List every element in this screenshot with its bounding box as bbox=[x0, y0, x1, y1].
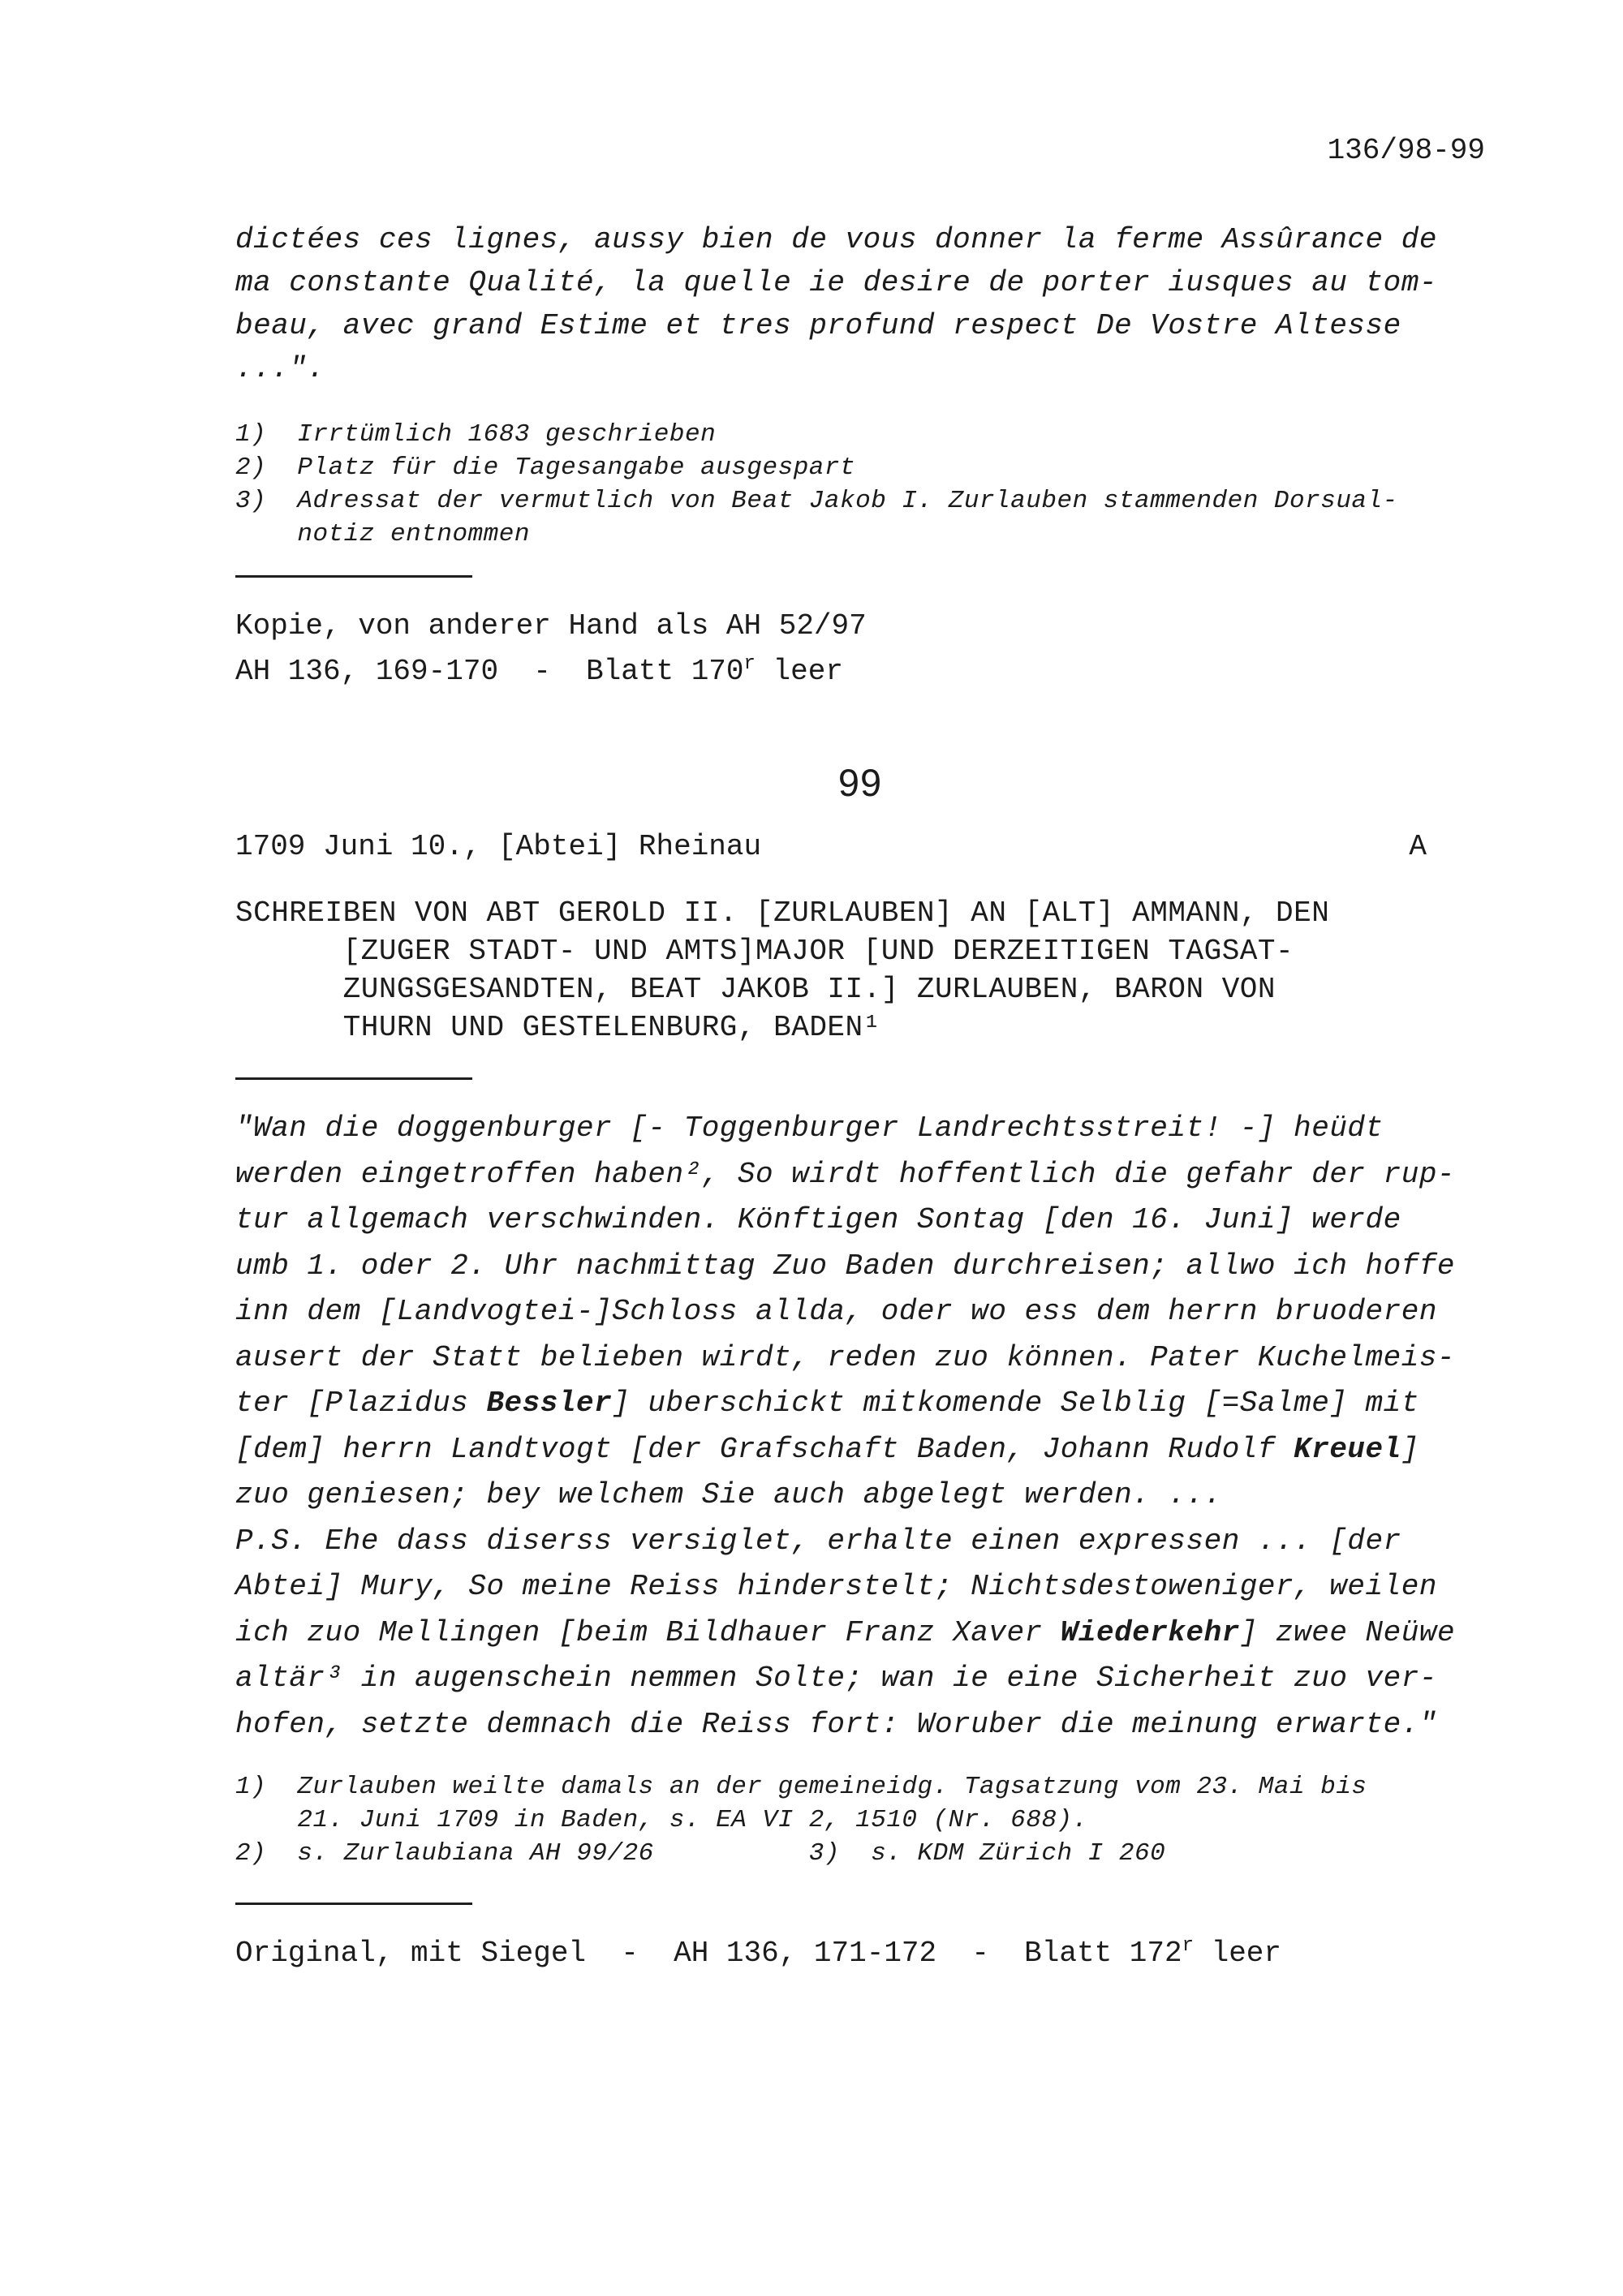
source-text: leer bbox=[755, 655, 843, 688]
letter-line: umb 1. oder 2. Uhr nachmittag Zuo Baden durchreisen; allwo ich hoffe bbox=[235, 1249, 1456, 1283]
letter-line: zuo geniesen; bey welchem Sie auch abgelegt werden. ... bbox=[235, 1478, 1222, 1511]
source-line bbox=[235, 1931, 1485, 1976]
letter-line: [dem] herrn Landtvogt [der Grafschaft Baden, Johann Rudolf Kreuel] bbox=[235, 1432, 1419, 1466]
source-text: leer bbox=[1194, 1937, 1282, 1970]
source-text: AH 136, 169-170 - Blatt 170 bbox=[235, 655, 744, 688]
letter-line: tur allgemach verschwinden. Könftigen Sontag [den 16. Juni] werde bbox=[235, 1203, 1401, 1236]
quote-line: beau, avec grand Estime et tres profund respect De Vostre Altesse bbox=[235, 309, 1401, 342]
footnote-line: notiz entnommen bbox=[235, 520, 530, 548]
letter-line: Abtei] Mury, So meine Reiss hinderstelt; Nichtsdestoweniger, weilen bbox=[235, 1570, 1437, 1603]
heading-line: ZUNGSGESANDTEN, BEAT JAKOB II.] ZURLAUBEN, BARON VON bbox=[235, 973, 1276, 1006]
page-number-row bbox=[235, 134, 1485, 168]
letter-line: "Wan die doggenburger [- Toggenburger Landrechtsstreit! -] heüdt bbox=[235, 1111, 1384, 1145]
separator-rule bbox=[235, 1077, 472, 1080]
footnote-line: 1) Zurlauben weilte damals an der gemeineidg. Tagsatzung vom 23. Mai bis bbox=[235, 1773, 1367, 1801]
footnote-line: 3) Adressat der vermutlich von Beat Jakob I. Zurlauben stammenden Dorsual- bbox=[235, 487, 1398, 515]
heading-line: [ZUGER STADT- UND AMTS]MAJOR [UND DERZEITIGEN TAGSAT- bbox=[235, 935, 1294, 968]
quote-line: ma constante Qualité, la quelle ie desire de porter iusques au tom- bbox=[235, 266, 1437, 299]
superscript-r: r bbox=[1182, 1935, 1194, 1957]
footnote-line: 2) s. Zurlaubiana AH 99/26 3) s. KDM Zürich I 260 bbox=[235, 1839, 1166, 1868]
entry99-dateline bbox=[235, 829, 1485, 865]
letter-line: inn dem [Landvogtei-]Schloss allda, oder wo ess dem herrn bruoderen bbox=[235, 1295, 1437, 1328]
entry98-quote-continuation bbox=[235, 218, 1485, 390]
heading-line: THURN UND GESTELENBURG, BADEN¹ bbox=[235, 1011, 881, 1044]
heading-line: SCHREIBEN VON ABT GEROLD II. [ZURLAUBEN] AN [ALT] AMMANN, DEN bbox=[235, 896, 1330, 930]
superscript-r: r bbox=[743, 653, 756, 675]
footnote-line: 1) Irrtümlich 1683 geschrieben bbox=[235, 420, 717, 449]
entry99-heading bbox=[235, 894, 1485, 1047]
quote-line: dictées ces lignes, aussy bien de vous donner la ferme Assûrance de bbox=[235, 223, 1437, 256]
letter-line: werden eingetroffen haben², So wirdt hoffentlich die gefahr der rup- bbox=[235, 1157, 1456, 1191]
letter-line: altär³ in augenschein nemmen Solte; wan ie eine Sicherheit zuo ver- bbox=[235, 1662, 1437, 1695]
separator-rule bbox=[235, 575, 472, 578]
source-line bbox=[235, 649, 1485, 694]
entry99-footnotes bbox=[235, 1770, 1485, 1870]
source-line: Kopie, von anderer Hand als AH 52/97 bbox=[235, 609, 867, 643]
entry99-letter-text bbox=[235, 1106, 1485, 1748]
entry99-source-note bbox=[235, 1931, 1485, 1976]
entry-number: 99 bbox=[837, 761, 883, 804]
source-text: Original, mit Siegel - AH 136, 171-172 - Blatt 172 bbox=[235, 1937, 1182, 1970]
footnote-line: 21. Juni 1709 in Baden, s. EA VI 2, 1510 (Nr. 688). bbox=[235, 1806, 1088, 1834]
letter-line: ausert der Statt belieben wirdt, reden zuo können. Pater Kuchelmeis- bbox=[235, 1340, 1456, 1374]
letter-line: ich zuo Mellingen [beim Bildhauer Franz Xaver Wiederkehr] zwee Neüwe bbox=[235, 1615, 1456, 1649]
entry98-source-note bbox=[235, 604, 1485, 694]
letter-line: hofen, setzte demnach die Reiss fort: Woruber die meinung erwarte." bbox=[235, 1707, 1437, 1741]
dateline-siglum: A bbox=[1409, 830, 1427, 863]
entry98-footnotes bbox=[235, 418, 1485, 551]
letter-line: ter [Plazidus Bessler] uberschickt mitkomende Selblig [=Salme] mit bbox=[235, 1387, 1419, 1420]
letter-line: P.S. Ehe dass diserss versiglet, erhalte einen expressen ... [der bbox=[235, 1524, 1401, 1558]
dateline-text: 1709 Juni 10., [Abtei] Rheinau bbox=[235, 830, 762, 863]
footnote-line: 2) Platz für die Tagesangabe ausgespart bbox=[235, 454, 856, 482]
page-number: 136/98-99 bbox=[1327, 134, 1485, 167]
quote-line: ...". bbox=[235, 352, 325, 385]
separator-rule bbox=[235, 1903, 472, 1905]
